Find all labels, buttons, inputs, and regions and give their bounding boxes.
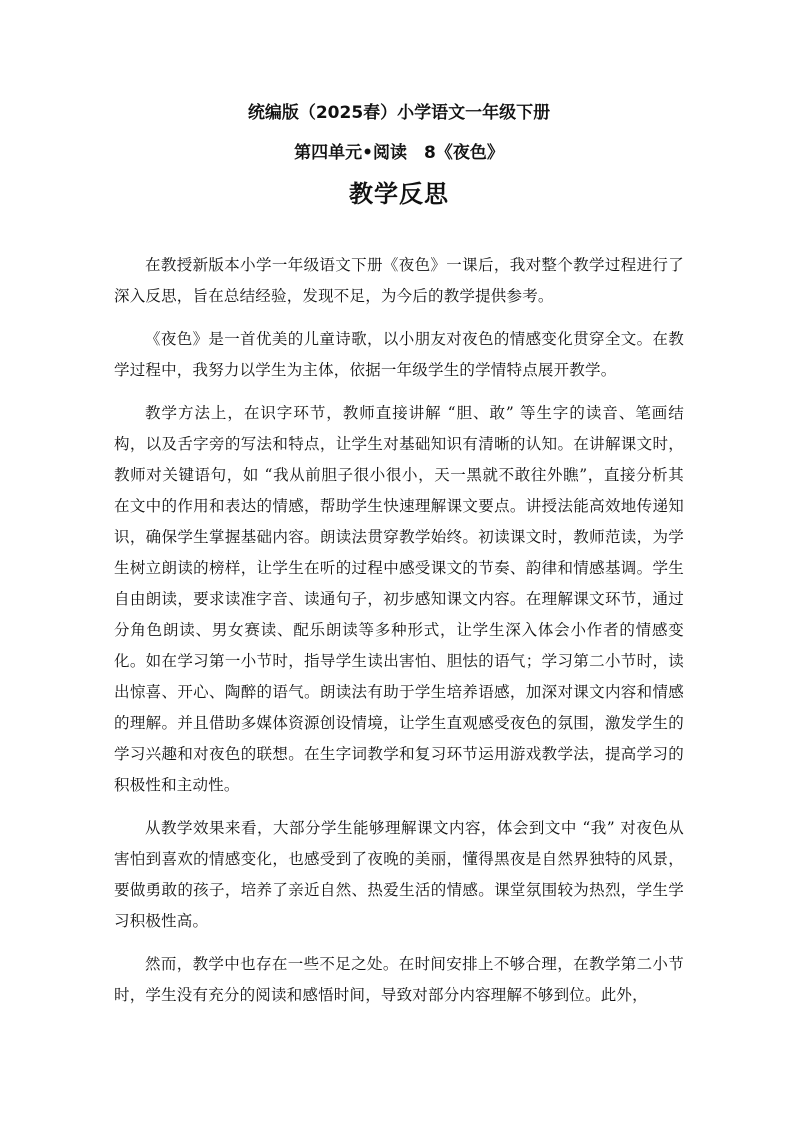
unit-lesson-heading: 第四单元•阅读 8《夜色》 xyxy=(294,143,504,163)
textbook-edition-heading: 统编版（2025春）小学语文一年级下册 xyxy=(247,103,551,123)
page-title: 教学反思 xyxy=(349,180,449,208)
paragraph-methods: 教学方法上，在识字环节，教师直接讲解 “胆、敢” 等生字的读音、笔画结构，以及舌字旁的写法和特点，让学生对基础知识有清晰的认知。在讲解课文时，教师对关键语句，如 “我从前胆子很小很小，天一黑就不敢往外瞧”，直接分析其在文中的作用和表达的情感，帮助学生快速理解课文要点。讲授法能高效地传递知识，确保学生掌握基础内容。朗读法贯穿教学始终。初读课文时，教师范读，为学生树立朗读的榜样，让学生在听的过程中感受课文的节奏、韵律和情感基调。学生自由朗读，要求读准字音、读通句子，初步感知课文内容。在理解课文环节，通过分角色朗读、男女赛读、配乐朗读等多种形式，让学生深入体会小作者的情感变化。如在学习第一小节时，指导学生读出害怕、胆怯的语气；学习第二小节时，读出惊喜、开心、陶醉的语气。朗读法有助于学生培养语感，加深对课文内容和情感的理解。并且借助多媒体资源创设情境，让学生直观感受夜色的氛围，激发学生的学习兴趣和对夜色的联想。在生字词教学和复习环节运用游戏教学法，提高学习的积极性和主动性。 xyxy=(114,404,684,794)
document-body xyxy=(114,250,684,1011)
paragraph-shortcomings: 然而，教学中也存在一些不足之处。在时间安排上不够合理，在教学第二小节时，学生没有充分的阅读和感悟时间，导致对部分内容理解不够到位。此外， xyxy=(114,955,684,1004)
paragraph-overview: 《夜色》是一首优美的儿童诗歌，以小朋友对夜色的情感变化贯穿全文。在教学过程中，我努力以学生为主体，依据一年级学生的学情特点展开教学。 xyxy=(114,330,684,379)
paragraph-effects: 从教学效果来看，大部分学生能够理解课文内容，体会到文中 “我” 对夜色从害怕到喜欢的情感变化，也感受到了夜晚的美丽，懂得黑夜是自然界独特的风景，要做勇敢的孩子，培养了亲近自然、热爱生活的情感。课堂氛围较为热烈，学生学习积极性高。 xyxy=(114,819,684,930)
paragraph-intro: 在教授新版本小学一年级语文下册《夜色》一课后，我对整个教学过程进行了深入反思，旨在总结经验，发现不足，为今后的教学提供参考。 xyxy=(114,256,684,305)
